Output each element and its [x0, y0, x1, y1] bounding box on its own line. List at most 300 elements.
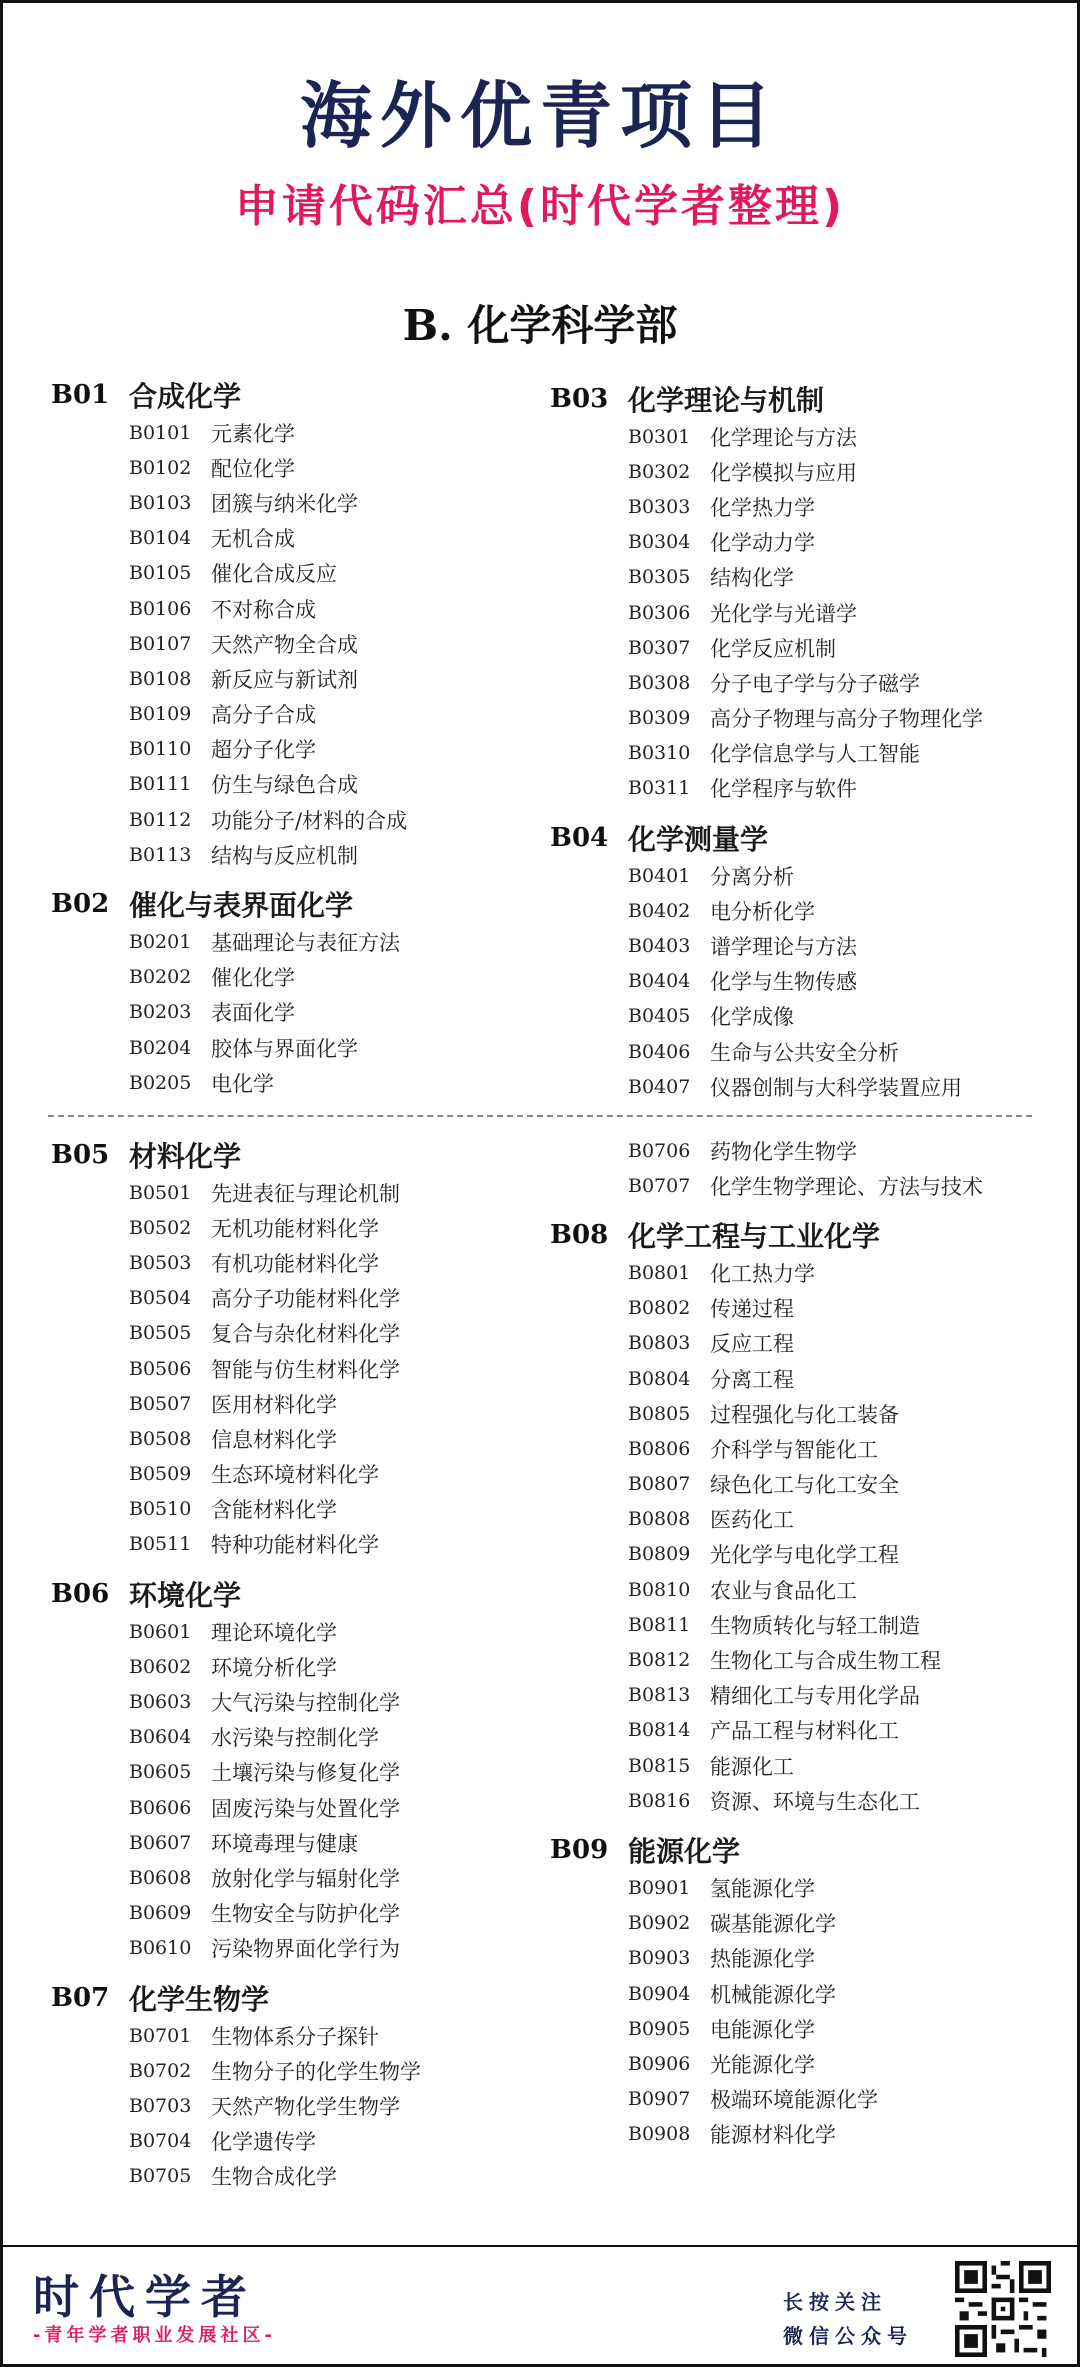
item-code: B0407 — [628, 1075, 691, 1098]
list-item — [51, 802, 407, 837]
brand-tagline: -青年学者职业发展社区- — [33, 2325, 276, 2346]
list-item — [51, 1527, 421, 1562]
item-name: 医药化工 — [710, 1508, 794, 1533]
item-code: B0609 — [129, 1902, 192, 1925]
follow-prompt — [783, 2285, 913, 2353]
item-code: B0808 — [628, 1508, 691, 1531]
item-name: 生物合成化学 — [211, 2165, 337, 2190]
list-item — [51, 995, 407, 1030]
list-item — [51, 1245, 421, 1280]
item-code: B0201 — [129, 931, 192, 954]
column-bottom-left — [51, 1123, 421, 2194]
list-item — [550, 525, 983, 560]
item-code: B0804 — [628, 1367, 691, 1390]
item-name: 分子电子学与分子磁学 — [710, 671, 920, 696]
group-name: 合成化学 — [129, 380, 242, 413]
item-name: 先进表征与理论机制 — [211, 1181, 400, 1206]
item-code: B0905 — [628, 2017, 691, 2040]
item-name: 光化学与光谱学 — [710, 601, 857, 626]
list-item — [51, 1030, 407, 1065]
item-code: B0603 — [129, 1691, 192, 1714]
group-code: B08 — [550, 1220, 609, 1251]
item-name: 表面化学 — [211, 1001, 295, 1026]
item-code: B0701 — [129, 2024, 192, 2047]
item-code: B0601 — [129, 1620, 192, 1643]
item-code: B0511 — [129, 1533, 192, 1556]
item-code: B0105 — [129, 562, 192, 585]
item-code: B0813 — [628, 1684, 691, 1707]
item-name: 新反应与新试剂 — [211, 667, 358, 692]
list-item — [550, 1572, 983, 1607]
item-code: B0306 — [628, 601, 691, 624]
list-item — [51, 1351, 421, 1386]
item-name: 放射化学与辐射化学 — [211, 1866, 400, 1891]
item-code: B0505 — [129, 1322, 192, 1345]
item-code: B0102 — [129, 456, 192, 479]
list-item — [51, 521, 407, 556]
item-code: B0501 — [129, 1181, 192, 1204]
list-item — [51, 556, 407, 591]
group-header — [51, 1574, 421, 1614]
item-name: 天然产物化学生物学 — [211, 2094, 400, 2119]
item-code: B0811 — [628, 1613, 691, 1636]
item-name: 氢能源化学 — [710, 1876, 815, 1901]
list-item — [51, 1896, 421, 1931]
item-name: 水污染与控制化学 — [211, 1726, 379, 1751]
item-name: 分离工程 — [710, 1367, 794, 1392]
item-name: 土壤污染与修复化学 — [211, 1761, 400, 1786]
list-item — [51, 1065, 407, 1100]
item-code: B0109 — [129, 703, 192, 726]
item-code: B0902 — [628, 1912, 691, 1935]
list-item — [51, 450, 407, 485]
item-code: B0204 — [129, 1036, 192, 1059]
list-item — [550, 1255, 983, 1290]
item-name: 无机合成 — [211, 527, 295, 552]
item-name: 热能源化学 — [710, 1947, 815, 1972]
item-code: B0604 — [129, 1726, 192, 1749]
list-item — [51, 1492, 421, 1527]
item-code: B0806 — [628, 1437, 691, 1460]
list-item — [550, 928, 983, 963]
group-header — [550, 1830, 983, 1870]
list-item — [51, 1649, 421, 1684]
item-code: B0510 — [129, 1498, 192, 1521]
item-code: B0106 — [129, 597, 192, 620]
group-code: B06 — [51, 1579, 110, 1610]
item-name: 配位化学 — [211, 456, 295, 481]
item-name: 药物化学生物学 — [710, 1139, 857, 1164]
column-bottom-right — [550, 1133, 983, 2152]
item-name: 生物体系分子探针 — [211, 2024, 379, 2049]
item-code: B0405 — [628, 1005, 691, 1028]
item-name: 能源化工 — [710, 1754, 794, 1779]
item-code: B0705 — [129, 2165, 192, 2188]
item-code: B0815 — [628, 1754, 691, 1777]
list-item — [550, 858, 983, 893]
item-name: 胶体与界面化学 — [211, 1036, 358, 1061]
item-name: 无机功能材料化学 — [211, 1216, 379, 1241]
item-name: 特种功能材料化学 — [211, 1533, 379, 1558]
list-item — [51, 2018, 421, 2053]
item-name: 催化合成反应 — [211, 562, 337, 587]
list-item — [550, 454, 983, 489]
item-code: B0203 — [129, 1001, 192, 1024]
item-name: 污染物界面化学行为 — [211, 1937, 400, 1962]
list-item — [51, 591, 407, 626]
group-code: B01 — [51, 380, 110, 410]
list-item — [550, 1870, 983, 1905]
item-code: B0202 — [129, 966, 192, 989]
list-item — [51, 1614, 421, 1649]
list-item — [550, 665, 983, 700]
item-name: 化学生物学理论、方法与技术 — [710, 1174, 983, 1199]
list-item — [51, 415, 407, 450]
list-item — [550, 1713, 983, 1748]
list-item — [51, 1860, 421, 1895]
group-code: B05 — [51, 1140, 110, 1170]
list-item — [51, 924, 407, 959]
list-item — [550, 2011, 983, 2046]
item-code: B0805 — [628, 1402, 691, 1425]
item-code: B0702 — [129, 2059, 192, 2082]
item-name: 光化学与电化学工程 — [710, 1543, 899, 1568]
qr-code-icon[interactable] — [955, 2261, 1051, 2357]
item-code: B0401 — [628, 864, 691, 887]
list-item — [550, 630, 983, 665]
item-code: B0403 — [628, 935, 691, 958]
list-item — [550, 2082, 983, 2117]
item-code: B0113 — [129, 843, 192, 866]
item-name: 化学理论与方法 — [710, 425, 857, 450]
item-code: B0402 — [628, 899, 691, 922]
list-item — [51, 1421, 421, 1456]
group-name: 化学理论与机制 — [628, 384, 825, 417]
list-item — [550, 1291, 983, 1326]
list-item — [51, 1281, 421, 1316]
section-divider — [48, 1115, 1032, 1117]
item-name: 资源、环境与生态化工 — [710, 1789, 920, 1814]
item-code: B0807 — [628, 1473, 691, 1496]
item-name: 团簇与纳米化学 — [211, 491, 358, 516]
item-code: B0908 — [628, 2123, 691, 2146]
item-name: 化学反应机制 — [710, 636, 836, 661]
list-item — [51, 661, 407, 696]
item-code: B0816 — [628, 1789, 691, 1812]
item-name: 机械能源化学 — [710, 1982, 836, 2007]
list-item — [550, 1607, 983, 1642]
item-name: 化学与生物传感 — [710, 970, 857, 995]
item-code: B0302 — [628, 460, 691, 483]
list-item — [51, 837, 407, 872]
item-name: 超分子化学 — [211, 738, 316, 763]
item-code: B0704 — [129, 2130, 192, 2153]
list-item — [550, 1906, 983, 1941]
list-item — [550, 419, 983, 454]
item-name: 含能材料化学 — [211, 1498, 337, 1523]
item-name: 仿生与绿色合成 — [211, 773, 358, 798]
list-item — [550, 1642, 983, 1677]
item-name: 元素化学 — [211, 421, 295, 446]
item-code: B0404 — [628, 970, 691, 993]
item-name: 高分子功能材料化学 — [211, 1287, 400, 1312]
item-name: 复合与杂化材料化学 — [211, 1322, 400, 1347]
list-item — [51, 1316, 421, 1351]
list-item — [51, 767, 407, 802]
list-item — [550, 964, 983, 999]
item-name: 理论环境化学 — [211, 1620, 337, 1645]
follow-line-2: 微信公众号 — [783, 2324, 913, 2348]
item-name: 传递过程 — [710, 1297, 794, 1322]
item-name: 大气污染与控制化学 — [211, 1691, 400, 1716]
item-code: B0809 — [628, 1543, 691, 1566]
group-name: 化学生物学 — [129, 1982, 270, 2016]
item-code: B0107 — [129, 632, 192, 655]
group-block — [51, 884, 407, 1100]
item-name: 光能源化学 — [710, 2052, 815, 2077]
section-title: B. 化学科学部 — [402, 301, 678, 350]
item-name: 绿色化工与化工安全 — [710, 1473, 899, 1498]
item-name: 电分析化学 — [710, 899, 815, 924]
item-name: 有机功能材料化学 — [211, 1251, 379, 1276]
item-code: B0508 — [129, 1427, 192, 1450]
group-block — [550, 818, 983, 1104]
list-item — [550, 999, 983, 1034]
list-item — [550, 1783, 983, 1818]
item-name: 化学热力学 — [710, 495, 815, 520]
item-code: B0205 — [129, 1071, 192, 1094]
list-item — [550, 701, 983, 736]
list-item — [550, 1326, 983, 1361]
item-code: B0509 — [129, 1463, 192, 1486]
page-subtitle: 申请代码汇总(时代学者整理) — [234, 181, 846, 232]
group-name: 催化与表界面化学 — [129, 889, 354, 923]
item-name: 化工热力学 — [710, 1261, 815, 1286]
item-code: B0406 — [628, 1040, 691, 1063]
list-item — [550, 1396, 983, 1431]
item-code: B0801 — [628, 1261, 691, 1284]
item-name: 催化化学 — [211, 966, 295, 991]
group-code: B03 — [550, 384, 609, 414]
list-item — [550, 1502, 983, 1537]
item-code: B0901 — [628, 1876, 691, 1899]
item-name: 产品工程与材料化工 — [710, 1719, 899, 1744]
group-code: B04 — [550, 823, 609, 854]
footer-divider — [3, 2245, 1077, 2247]
item-code: B0706 — [628, 1139, 691, 1162]
item-code: B0506 — [129, 1357, 192, 1380]
list-item — [550, 893, 983, 928]
item-code: B0810 — [628, 1578, 691, 1601]
item-name: 高分子物理与高分子物理化学 — [710, 707, 983, 732]
group-code: B07 — [51, 1982, 110, 2013]
group-block — [51, 375, 407, 872]
list-item — [550, 1467, 983, 1502]
item-code: B0307 — [628, 636, 691, 659]
group-header — [550, 818, 983, 858]
list-item — [51, 1790, 421, 1825]
item-name: 生物分子的化学生物学 — [211, 2059, 421, 2084]
list-item — [51, 1210, 421, 1245]
item-code: B0310 — [628, 742, 691, 765]
item-code: B0103 — [129, 491, 192, 514]
group-block — [51, 1135, 421, 1562]
group-name: 化学工程与工业化学 — [628, 1220, 881, 1254]
list-item — [51, 1825, 421, 1860]
list-item — [51, 485, 407, 520]
item-code: B0814 — [628, 1719, 691, 1742]
item-name: 过程强化与化工装备 — [710, 1402, 899, 1427]
item-name: 功能分子/材料的合成 — [211, 808, 408, 833]
group-block — [51, 1574, 421, 1966]
item-code: B0903 — [628, 1947, 691, 1970]
item-name: 生物安全与防护化学 — [211, 1902, 400, 1927]
column-top-left — [51, 363, 407, 1100]
list-item — [51, 1684, 421, 1719]
list-item — [550, 736, 983, 771]
item-code: B0111 — [129, 773, 192, 796]
item-code: B0110 — [129, 738, 192, 761]
item-code: B0608 — [129, 1866, 192, 1889]
item-code: B0607 — [129, 1831, 192, 1854]
group-name: 能源化学 — [628, 1835, 741, 1869]
list-item — [550, 1678, 983, 1713]
item-code: B0602 — [129, 1655, 192, 1678]
list-item — [51, 1386, 421, 1421]
group-name: 化学测量学 — [628, 823, 769, 857]
list-item — [550, 1537, 983, 1572]
list-item — [550, 560, 983, 595]
item-name: 电化学 — [211, 1071, 274, 1096]
item-code: B0104 — [129, 527, 192, 550]
item-name: 基础理论与表征方法 — [211, 931, 400, 956]
item-name: 化学成像 — [710, 1005, 794, 1030]
list-item — [51, 1175, 421, 1210]
list-item — [550, 2117, 983, 2152]
item-name: 天然产物全合成 — [211, 632, 358, 657]
item-name: 化学遗传学 — [211, 2130, 316, 2155]
list-item — [550, 1941, 983, 1976]
item-name: 反应工程 — [710, 1332, 794, 1357]
list-item — [550, 2046, 983, 2081]
item-name: 化学程序与软件 — [710, 777, 857, 802]
list-item — [550, 1431, 983, 1466]
list-item — [550, 595, 983, 630]
list-item — [51, 960, 407, 995]
item-name: 高分子合成 — [211, 703, 316, 728]
list-item — [550, 1976, 983, 2011]
item-code: B0802 — [628, 1297, 691, 1320]
item-name: 环境毒理与健康 — [211, 1831, 358, 1856]
list-item — [51, 1720, 421, 1755]
item-code: B0311 — [628, 777, 691, 800]
follow-line-1: 长按关注 — [783, 2290, 887, 2314]
item-code: B0907 — [628, 2088, 691, 2111]
group-block — [51, 1978, 421, 2194]
item-name: 生态环境材料化学 — [211, 1463, 379, 1488]
group-header — [51, 1135, 421, 1175]
item-name: 智能与仿生材料化学 — [211, 1357, 400, 1382]
item-name: 固废污染与处置化学 — [211, 1796, 400, 1821]
list-item — [550, 489, 983, 524]
item-code: B0504 — [129, 1287, 192, 1310]
group-header — [550, 1215, 983, 1255]
item-name: 农业与食品化工 — [710, 1578, 857, 1603]
item-name: 电能源化学 — [710, 2017, 815, 2042]
list-item — [51, 2159, 421, 2194]
item-code: B0304 — [628, 531, 691, 554]
item-code: B0309 — [628, 707, 691, 730]
list-item — [51, 732, 407, 767]
item-name: 医用材料化学 — [211, 1392, 337, 1417]
item-code: B0507 — [129, 1392, 192, 1415]
group-header — [550, 379, 983, 419]
item-code: B0605 — [129, 1761, 192, 1784]
item-name: 结构化学 — [710, 566, 794, 591]
item-name: 不对称合成 — [211, 597, 316, 622]
item-code: B0606 — [129, 1796, 192, 1819]
item-name: 环境分析化学 — [211, 1655, 337, 1680]
item-code: B0812 — [628, 1649, 691, 1672]
list-item — [550, 771, 983, 806]
list-item — [550, 1034, 983, 1069]
item-name: 谱学理论与方法 — [710, 935, 857, 960]
list-item — [51, 1755, 421, 1790]
item-code: B0703 — [129, 2094, 192, 2117]
list-item — [550, 1168, 983, 1203]
group-block — [550, 1830, 983, 2152]
item-code: B0502 — [129, 1216, 192, 1239]
item-code: B0112 — [129, 808, 192, 831]
item-code: B0305 — [628, 566, 691, 589]
group-block — [550, 1215, 983, 1818]
item-code: B0707 — [628, 1174, 691, 1197]
list-item — [51, 2088, 421, 2123]
item-name: 信息材料化学 — [211, 1427, 337, 1452]
list-item — [51, 2124, 421, 2159]
column-top-right — [550, 367, 983, 1104]
item-code: B0101 — [129, 421, 192, 444]
brand-logo: 时代学者 — [33, 2270, 257, 2324]
item-code: B0303 — [628, 495, 691, 518]
item-code: B0301 — [628, 425, 691, 448]
item-name: 精细化工与专用化学品 — [710, 1684, 920, 1709]
item-name: 化学信息学与人工智能 — [710, 742, 920, 767]
group-header — [51, 884, 407, 924]
item-name: 化学动力学 — [710, 531, 815, 556]
item-name: 碳基能源化学 — [710, 1912, 836, 1937]
list-item — [51, 2053, 421, 2088]
group-block — [550, 1133, 983, 1203]
list-item — [51, 626, 407, 661]
group-code: B02 — [51, 889, 110, 920]
group-name: 材料化学 — [129, 1140, 242, 1173]
item-name: 仪器创制与大科学装置应用 — [710, 1075, 962, 1100]
item-code: B0108 — [129, 667, 192, 690]
group-header — [51, 1978, 421, 2018]
item-name: 能源材料化学 — [710, 2123, 836, 2148]
item-name: 化学模拟与应用 — [710, 460, 857, 485]
item-code: B0308 — [628, 671, 691, 694]
list-item — [550, 1069, 983, 1104]
group-code: B09 — [550, 1835, 609, 1866]
list-item — [51, 697, 407, 732]
item-code: B0503 — [129, 1251, 192, 1274]
list-item — [550, 1133, 983, 1168]
item-code: B0904 — [628, 1982, 691, 2005]
group-name: 环境化学 — [129, 1579, 242, 1613]
group-header — [51, 375, 407, 415]
